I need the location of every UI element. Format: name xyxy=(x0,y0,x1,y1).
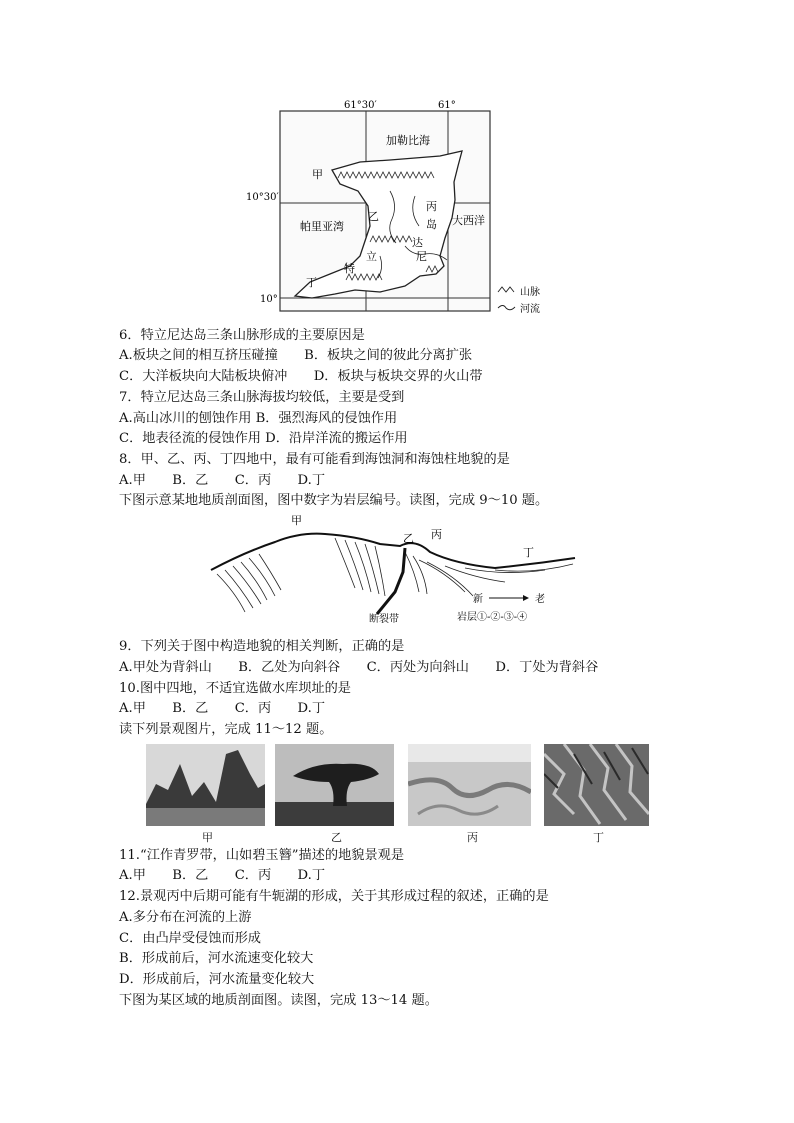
trinidad-map xyxy=(240,96,550,324)
photo-caption: 丙 xyxy=(467,831,478,844)
option-text: A.甲 B．乙 C．丙 D.丁 xyxy=(119,868,326,883)
photo-caption: 甲 xyxy=(202,831,213,844)
question-text: 9．下列关于图中构造地貌的相关判断，正确的是 xyxy=(119,639,405,654)
place-label: 丁 xyxy=(306,276,317,289)
option-text: A.甲 B．乙 C．丙 D.丁 xyxy=(119,473,326,488)
fault-zone xyxy=(377,548,405,614)
mountain-icon xyxy=(498,287,514,292)
layer-order-label: 岩层①-②-③-④ xyxy=(457,612,528,623)
photo-eroded-ridges xyxy=(544,744,649,826)
option-text: A.甲 B．乙 C．丙 D.丁 xyxy=(119,701,326,716)
age-old-label: 老 xyxy=(535,594,545,605)
question-text: 6．特立尼达岛三条山脉形成的主要原因是 xyxy=(119,328,365,343)
question-text: 10.图中四地，不适宜选做水库坝址的是 xyxy=(119,681,351,696)
place-label: 甲 xyxy=(312,168,323,181)
geologic-section xyxy=(205,512,595,624)
island-char: 特 xyxy=(344,262,355,275)
option-text: C．由凸岸受侵蚀而形成 xyxy=(119,931,261,946)
option-text: A.甲处为背斜山 B．乙处为向斜谷 C．丙处为向斜山 D．丁处为背斜谷 xyxy=(119,660,599,675)
photo-caption: 丁 xyxy=(593,831,604,844)
river-icon xyxy=(498,306,515,310)
question-text: 7．特立尼达岛三条山脉海拔均较低，主要是受到 xyxy=(119,390,405,405)
map-legend xyxy=(498,285,540,315)
island-char: 岛 xyxy=(426,218,437,231)
section-label: 丙 xyxy=(431,528,442,541)
legend-label: 河流 xyxy=(520,304,540,315)
option-text: D．形成前后，河水流量变化较大 xyxy=(119,972,315,987)
question-text: 12.景观丙中后期可能有牛轭湖的形成，关于其形成过程的叙述，正确的是 xyxy=(119,889,549,904)
rock-strata xyxy=(217,538,573,612)
lon-label: 61° xyxy=(438,100,456,111)
instruction-text: 下图为某区域的地质剖面图。读图，完成 13～14 题。 xyxy=(119,993,438,1008)
instruction-text: 读下列景观图片，完成 11～12 题。 xyxy=(119,722,333,737)
option-text: C．地表径流的侵蚀作用 D．沿岸洋流的搬运作用 xyxy=(119,431,408,446)
island-char: 尼 xyxy=(416,250,427,263)
section-label: 乙 xyxy=(403,532,414,545)
legend-label: 山脉 xyxy=(520,287,540,298)
age-new-label: 新 xyxy=(473,594,483,605)
option-text: C．大洋板块向大陆板块俯冲 D．板块与板块交界的火山带 xyxy=(119,369,483,384)
photo-caption: 乙 xyxy=(331,831,342,844)
option-text: A.高山冰川的刨蚀作用 B．强烈海风的侵蚀作用 xyxy=(119,411,398,426)
section-label: 丁 xyxy=(523,546,534,559)
section-label: 甲 xyxy=(291,514,302,527)
sea-label: 加勒比海 xyxy=(386,134,430,147)
lon-label: 61°30′ xyxy=(344,100,377,111)
option-text: A.多分布在河流的上游 xyxy=(119,910,252,925)
option-text: A.板块之间的相互挤压碰撞 B．板块之间的彼此分离扩张 xyxy=(119,348,473,363)
photo-meandering-river xyxy=(408,744,531,826)
island-char: 达 xyxy=(412,236,423,249)
instruction-text: 下图示意某地地质剖面图，图中数字为岩层编号。读图，完成 9～10 题。 xyxy=(119,493,549,508)
photo-karst-peaks xyxy=(146,744,265,826)
place-label: 乙 xyxy=(368,210,379,223)
place-label: 丙 xyxy=(426,200,437,213)
lat-label: 10°30′ xyxy=(246,192,279,203)
arrow-head-icon xyxy=(523,595,529,601)
fault-label: 断裂带 xyxy=(369,614,399,624)
question-text: 8．甲、乙、丙、丁四地中，最有可能看到海蚀洞和海蚀柱地貌的是 xyxy=(119,452,510,467)
sea-label: 帕里亚湾 xyxy=(300,220,344,233)
question-text: 11.“江作青罗带，山如碧玉簪”描述的地貌景观是 xyxy=(119,848,405,863)
option-text: B．形成前后，河水流速变化较大 xyxy=(119,951,314,966)
island-char: 立 xyxy=(366,250,377,263)
sea-label: 大西洋 xyxy=(452,214,485,227)
photo-mushroom-rock xyxy=(275,744,394,826)
lat-label: 10° xyxy=(260,294,278,305)
